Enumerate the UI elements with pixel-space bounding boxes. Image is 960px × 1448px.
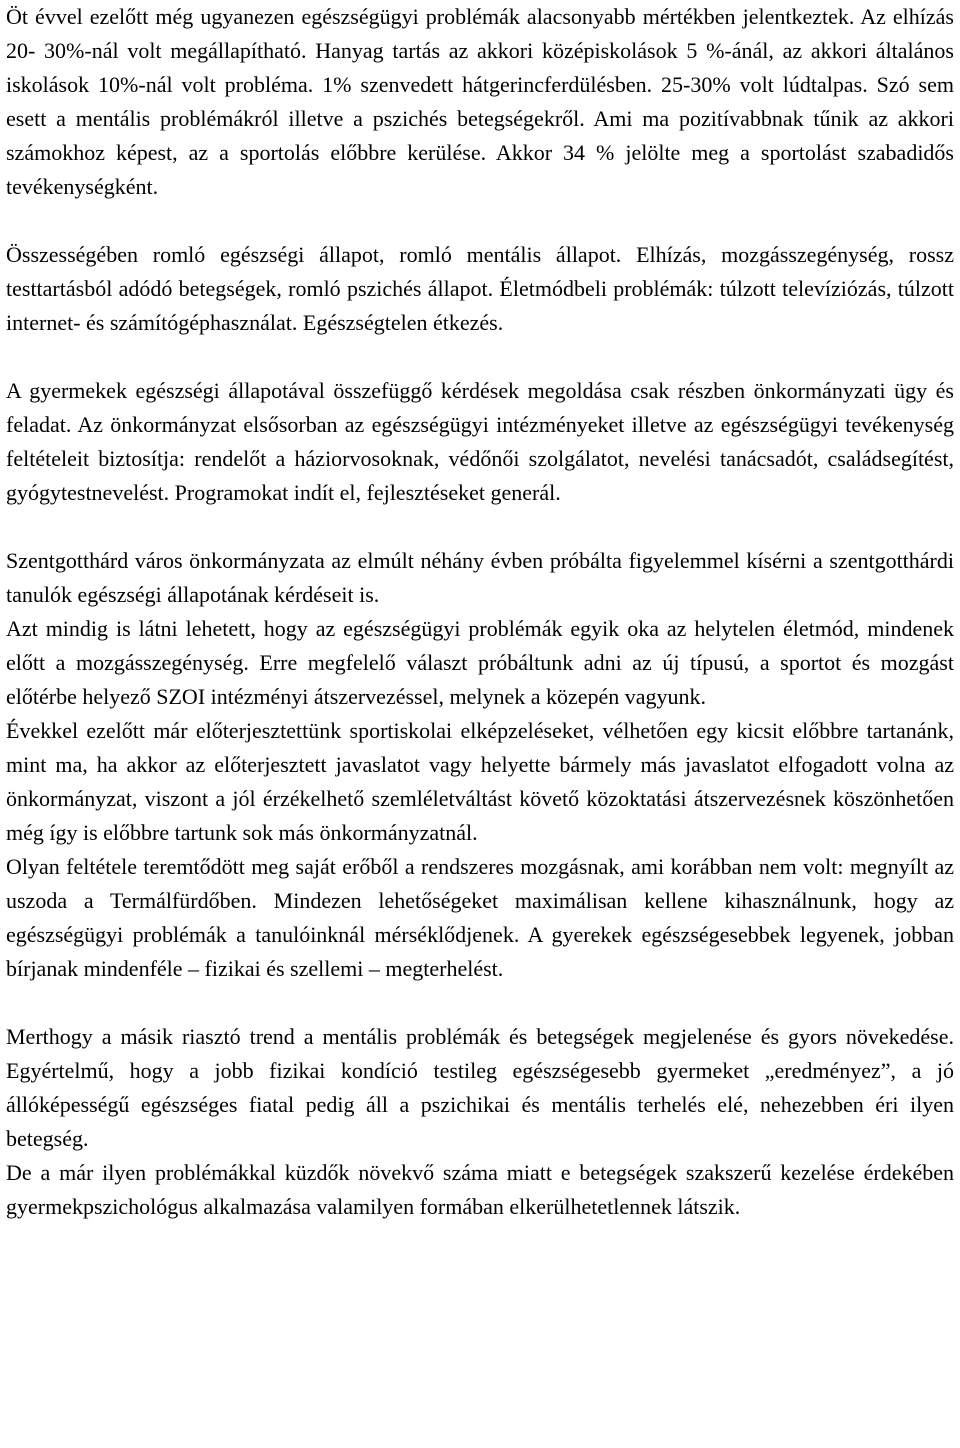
paragraph-swimming-pool: Olyan feltétele teremtődött meg saját erőből a rendszeres mozgásnak, ami korábban nem volt: megnyílt az uszoda a Termálfürdőben. Mindezen lehetőségeket maximálisan kellene kihasználnunk, hogy az egészségügyi problémák a tanulóinknál mérséklődjenek. A gyerekek egészségesebbek legyenek, jobban bírjanak mindenféle – fizikai és szellemi – megterhelést. (6, 854, 954, 981)
paragraph-sport-school-plans: Évekkel ezelőtt már előterjesztettünk sportiskolai elképzeléseket, vélhetően egy kicsit előbbre tartanánk, mint ma, ha akkor az előterjesztett javaslatot vagy helyette bármely más javaslatot elfogadott volna az önkormányzat, viszont a jól érzékelhető szemléletváltást követő közoktatási átszervezésnek köszönhetően még így is előbbre tartunk sok más önkormányzatnál. (6, 718, 954, 845)
paragraph-overall-condition: Összességében romló egészségi állapot, romló mentális állapot. Elhízás, mozgásszegénység, rossz testtartásból adódó betegségek, romló pszichés állapot. Életmódbeli problémák: túlzott televíziózás, túlzott internet- és számítógéphasználat. Egészségtelen étkezés. (6, 242, 954, 335)
paragraph-child-psychologist: De a már ilyen problémákkal küzdők növekvő száma miatt e betegségek szakszerű kezelése érdekében gyermekpszichológus alkalmazása valamilyen formában elkerülhetetlennek látszik. (6, 1160, 954, 1219)
paragraph-szentgotthard-monitoring: Szentgotthárd város önkormányzata az elmúlt néhány évben próbálta figyelemmel kísérni a szentgotthárdi tanulók egészségi állapotának kérdéseit is. (6, 548, 954, 607)
paragraph-municipal-role: A gyermekek egészségi állapotával összefüggő kérdések megoldása csak részben önkormányzati ügy és feladat. Az önkormányzat elsősorban az egészségügyi intézményeket illetve az egészségügyi tevékenység feltételeit biztosítja: rendelőt a háziorvosoknak, védőnői szolgálatot, nevelési tanácsadót, családsegítést, gyógytestnevelést. Programokat indít el, fejlesztéseket generál. (6, 378, 954, 505)
paragraph-lifestyle-causes: Azt mindig is látni lehetett, hogy az egészségügyi problémák egyik oka az helytelen életmód, mindenek előtt a mozgásszegénység. Erre megfelelő választ próbáltunk adni az új típusú, a sportot és mozgást előtérbe helyező SZOI intézményi átszervezéssel, melynek a közepén vagyunk. (6, 616, 954, 709)
paragraph-health-five-years-ago: Öt évvel ezelőtt még ugyanezen egészségügyi problémák alacsonyabb mértékben jelentkeztek. Az elhízás 20- 30%-nál volt megállapítható. Hanyag tartás az akkori középiskolások 5 %-ánál, az akkori általános iskolások 10%-nál volt probléma. 1% szenvedett hátgerincferdülésben. 25-30% volt lúdtalpas. Szó sem esett a mentális problémákról illetve a pszichés betegségekről. Ami ma pozitívabbnak tűnik az akkori számokhoz képest, az a sportolás előbbre kerülése. Akkor 34 % jelölte meg a sportolást szabadidős tevékenységként. (6, 4, 954, 199)
paragraph-mental-health-trend: Merthogy a másik riasztó trend a mentális problémák és betegségek megjelenése és gyors növekedése. Egyértelmű, hogy a jobb fizikai kondíció testileg egészségesebb gyermeket „eredményez”, a jó állóképességű egészséges fiatal pedig áll a pszichikai és mentális terhelés elé, nehezebben éri ilyen betegség. (6, 1024, 954, 1151)
document-page (6, 0, 954, 1224)
